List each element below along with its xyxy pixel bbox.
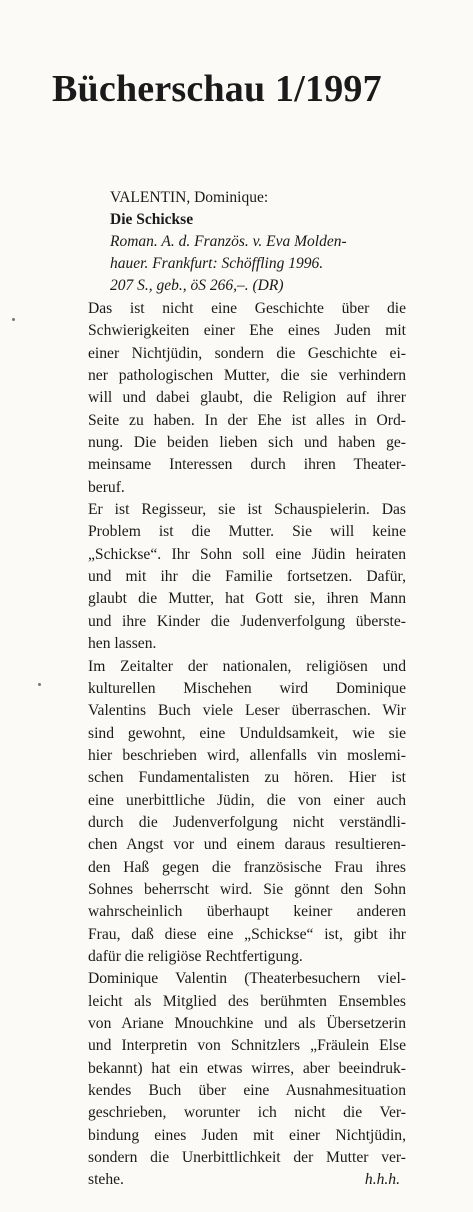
review-line: und Interpretin von Schnitzlers „Fräulein Else: [88, 1037, 406, 1055]
book-title: Die Schickse: [110, 211, 194, 228]
scan-speck: [38, 683, 41, 686]
review-line: nung. Die beiden lieben sich und haben ge-: [88, 434, 406, 452]
review-line: stehe. h.h.h.: [88, 1169, 406, 1191]
review-line: hier beschrieben wird, allenfalls vin moslemi-: [88, 746, 406, 764]
review-line: hen lassen.: [88, 635, 157, 653]
review-line: geschrieben, worunter ich nicht die Ver-: [88, 1104, 406, 1122]
review-line: chen Angst vor und einem daraus resultieren-: [88, 836, 406, 854]
review-line: den Haß gegen die französische Frau ihres: [88, 858, 406, 876]
review-line: Er ist Regisseur, sie ist Schauspielerin. Das: [88, 501, 406, 519]
review-line: und mit ihr die Familie fortsetzen. Dafür,: [88, 568, 406, 586]
review-line: Valentins Buch viele Leser überraschen. Wir: [88, 702, 406, 720]
review-line: glaubt die Mutter, hat Gott sie, ihren Mann: [88, 590, 406, 608]
review-line: von Ariane Mnouchkine und als Übersetzerin: [88, 1015, 406, 1032]
review-line: Sohnes beherrscht wird. Sie gönnt den Sohn: [88, 880, 406, 898]
review-line: schen Fundamentalisten zu hören. Hier ist: [88, 769, 406, 787]
review-line: sondern die Unerbittlichkeit der Mutter ver-: [88, 1149, 406, 1167]
reviewer-signature: h.h.h.: [364, 1171, 400, 1189]
review-line: Das ist nicht eine Geschichte über die: [88, 300, 406, 317]
review-line: Schwierigkeiten einer Ehe eines Juden mit: [88, 322, 406, 340]
review-line: eine unerbittliche Jüdin, die von einer auch: [88, 791, 406, 809]
review-line: Im Zeitalter der nationalen, religiösen und: [88, 657, 406, 675]
review-line: dafür die religiöse Rechtfertigung.: [88, 947, 303, 965]
review-line: Seite zu haben. In der Ehe ist alles in Ord-: [88, 411, 406, 429]
review-line: leicht als Mitglied des berühmten Ensembles: [88, 992, 406, 1010]
review-line: kendes Buch über eine Ausnahmesituation: [88, 1082, 406, 1100]
review-line: beruf.: [88, 478, 125, 496]
review-body: [88, 298, 406, 1192]
review-line: kulturellen Mischehen wird Dominique: [88, 679, 406, 697]
page-title: Bücherschau 1/1997: [52, 68, 382, 110]
review-line: und ihre Kinder die Judenverfolgung überste-: [88, 612, 406, 630]
book-details-line: Roman. A. d. Französ. v. Eva Molden-: [110, 233, 347, 250]
review-line: bindung eines Juden mit einer Nichtjüdin,: [88, 1126, 406, 1144]
review-line: Dominique Valentin (Theaterbesuchern viel-: [88, 970, 406, 988]
review-line: meinsame Interessen durch ihren Theater-: [88, 456, 406, 474]
review-line: wahrscheinlich überhaupt keiner anderen: [88, 903, 406, 921]
scan-speck: [12, 318, 15, 321]
review-line: ner pathologischen Mutter, die sie verhindern: [88, 367, 406, 385]
review-line: bekannt) hat ein etwas wirres, aber beeindruk-: [88, 1059, 406, 1077]
review-line: Problem ist die Mutter. Sie will keine: [88, 523, 406, 541]
review-line: sind gewohnt, eine Unduldsamkeit, wie sie: [88, 724, 406, 742]
review-line: „Schickse“. Ihr Sohn soll eine Jüdin heiraten: [88, 545, 406, 563]
review-line: durch die Judenverfolgung nicht verständli-: [88, 813, 406, 831]
book-metadata: [110, 187, 410, 297]
review-line: einer Nichtjüdin, sondern die Geschichte ei-: [88, 344, 406, 362]
book-author: VALENTIN, Dominique:: [110, 189, 269, 206]
book-details-line: 207 S., geb., öS 266,–. (DR): [110, 277, 284, 294]
review-line: Frau, daß diese eine „Schickse“ ist, gibt ihr: [88, 925, 406, 943]
review-line: will und dabei glaubt, die Religion auf ihrer: [88, 389, 406, 407]
book-details-line: hauer. Frankfurt: Schöffling 1996.: [110, 255, 324, 272]
